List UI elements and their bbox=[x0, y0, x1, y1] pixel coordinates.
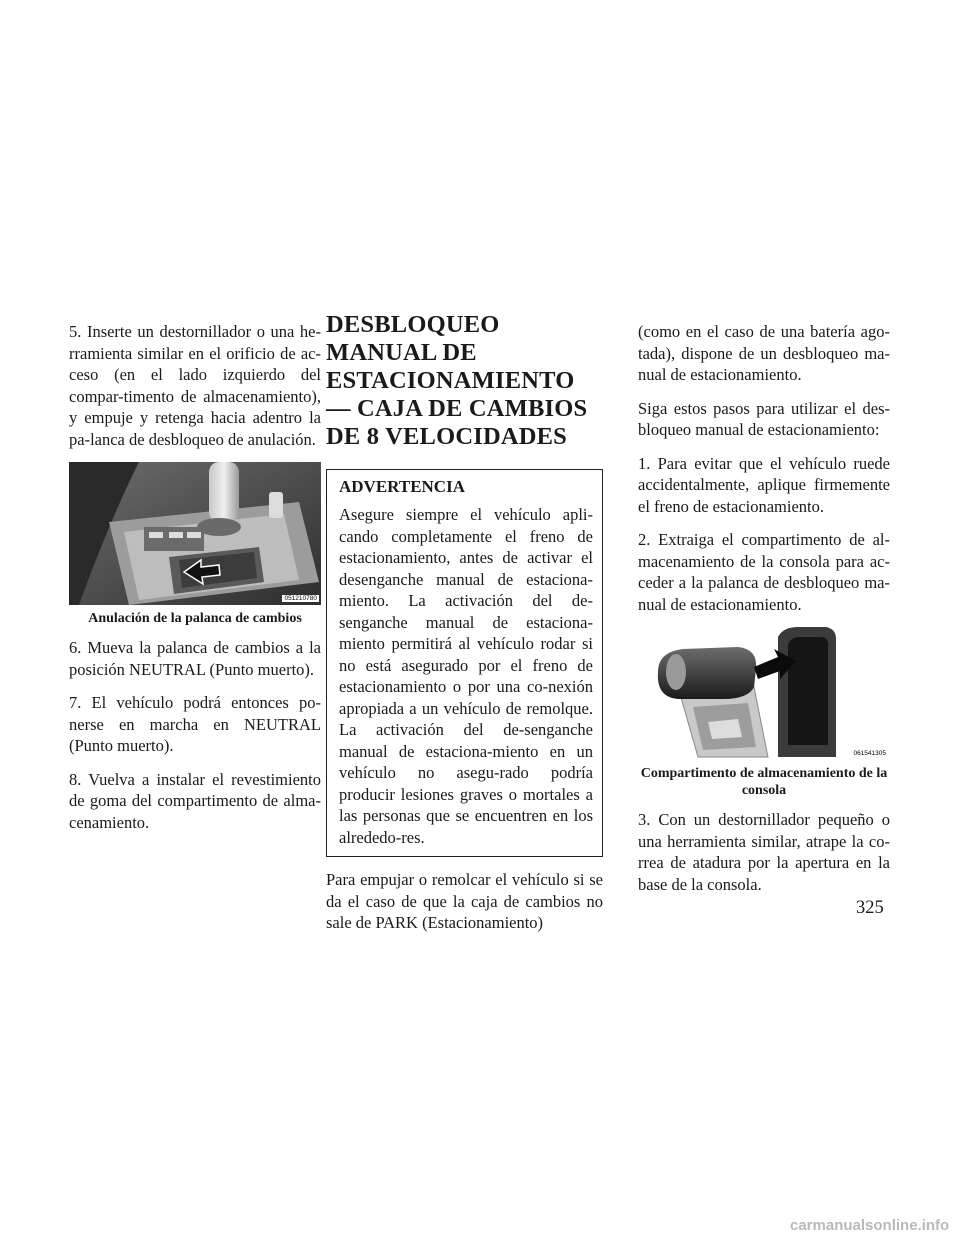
page-number: 325 bbox=[856, 898, 884, 918]
column-right bbox=[638, 321, 890, 895]
column-left bbox=[69, 321, 321, 833]
figure-caption: Anulación de la palanca de cambios bbox=[88, 611, 302, 626]
step-2-paragraph: 2. Extraiga el compartimento de al-macenamiento de la consola para ac-ceder a la palanca de desbloqueo ma-nual de estacionamiento. bbox=[638, 530, 890, 614]
console-storage-figure bbox=[638, 627, 890, 799]
step-5-paragraph: 5. Inserte un destornillador o una he-rramienta similar en el orificio de ac-ceso (en el lado izquierdo del compar-timento de almacenamiento), y empuje y retenga hacia adentro la pa-lanca de desbloqueo de anulación. bbox=[69, 322, 321, 449]
step-1-paragraph: 1. Para evitar que el vehículo ruede accidentalmente, aplique firmemente el freno de estacionamiento. bbox=[638, 453, 890, 516]
console-storage-drawing bbox=[638, 627, 890, 760]
step-3-paragraph: 3. Con un destornillador pequeño o una herramienta similar, atrape la co-rrea de atadura por la apertura en la base de la consola. bbox=[638, 810, 890, 894]
shifter-override-photo bbox=[69, 462, 321, 605]
continuation-paragraph: (como en el caso de una batería ago-tada), dispone de un desbloqueo ma-nual de estacionamiento. bbox=[638, 322, 890, 384]
towing-paragraph: Para empujar o remolcar el vehículo si se da el caso de que la caja de cambios no sale de PARK (Estacionamiento) bbox=[326, 870, 603, 932]
step-7-paragraph: 7. El vehículo podrá entonces po-nerse en marcha en NEUTRAL (Punto muerto). bbox=[69, 693, 321, 755]
warning-box bbox=[326, 469, 603, 857]
step-6-paragraph: 6. Mueva la palanca de cambios a la posición NEUTRAL (Punto muerto). bbox=[69, 638, 321, 679]
section-heading: DESBLOQUEO MANUAL DE ESTACIONAMIENTO — CAJA DE CAMBIOS DE 8 VELOCIDADES bbox=[326, 311, 588, 450]
shifter-override-illustration bbox=[69, 462, 321, 605]
shifter-override-figure bbox=[69, 462, 321, 627]
step-8-paragraph: 8. Vuelva a instalar el revestimiento de goma del compartimento de alma-cenamiento. bbox=[69, 769, 321, 832]
console-storage-illustration bbox=[638, 627, 890, 760]
warning-text: Asegure siempre el vehículo apli-cando completamente el freno de estacionamiento, antes de activar el desenganche manual de estaciona-miento. La activación del de-senganche manual de estaciona-miento permitirá al vehículo rodar si no está asegurado por el freno de estacionamiento o por una co-nexión apropiada a un vehículo de remolque. La activación del de-senganche manual de estaciona-miento en un vehículo no asegu-rado podría producir lesiones graves o mortales a las personas que se encuentren en los alrededo-res. bbox=[339, 505, 593, 847]
figure-code: 051210780 bbox=[284, 595, 317, 602]
figure-caption: Compartimento de almacenamiento de la consola bbox=[640, 766, 888, 798]
steps-intro-paragraph: Siga estos pasos para utilizar el des-bloqueo manual de estacionamiento: bbox=[638, 398, 890, 439]
column-middle bbox=[326, 311, 603, 934]
warning-title: ADVERTENCIA bbox=[339, 477, 465, 496]
watermark: carmanualsonline.info bbox=[790, 1217, 950, 1234]
figure-code: 061541305 bbox=[853, 750, 886, 757]
